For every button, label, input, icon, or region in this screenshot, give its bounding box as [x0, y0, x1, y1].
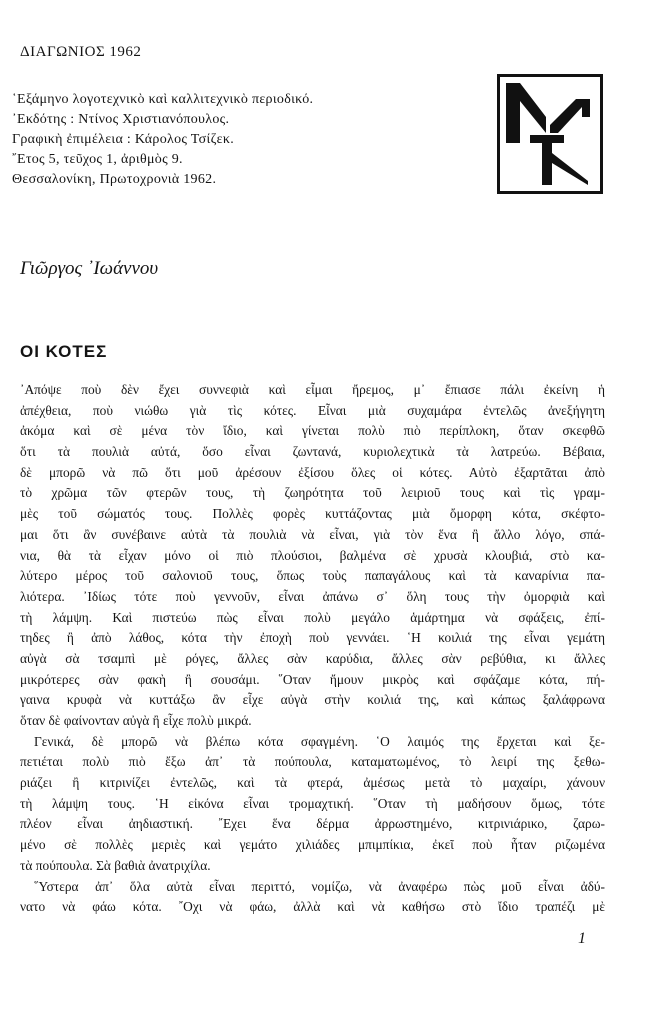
text-line: αὐγὰ σὰ τσαμπὶ μὲ ρόγες, ἄλλες σὰν καρύδια, ἄλλες σὰν ρεβύθια, κι ἄλλες: [20, 650, 605, 666]
text-line: ᾿Απόψε ποὺ δὲν ἔχει συννεφιὰ καὶ εἶμαι ἤρεμος, μ᾿ ἔπιασε πάλι ἐκείνη ἡ: [20, 382, 605, 397]
text-line: τὴ λάμψη. Καὶ πιστεύω πὼς εἶναι πολὺ μεγάλο ἁμάρτημα νὰ σφάξεις, ἐπί-: [20, 609, 605, 625]
colophon-line: Θεσσαλονίκη, Πρωτοχρονιὰ 1962.: [12, 172, 217, 187]
article-title: ΟΙ ΚΟΤΕΣ: [20, 342, 108, 361]
text-line: τηδες ἢ ἀπὸ λάθος, κότα τὴν ἐποχὴ ποὺ γεννάει. ῾Η κοιλιά της εἶναι γεμάτη: [20, 630, 605, 646]
text-line: νια, θὰ τὰ εἶχαν μόνο οἱ πιὸ πλούσιοι, βαλμένα σὲ χρυσὰ κλουβιά, στὸ κα-: [20, 547, 605, 563]
text-line: δὲ μπορῶ νὰ πῶ ὅτι μοῦ ἀρέσουν ἐξίσου ὅλες οἱ κότες. Αὐτὸ ἐξαρτᾶται ἀπὸ: [20, 464, 605, 480]
journal-title: ΔΙΑΓΩΝΙΟΣ 1962: [20, 44, 142, 60]
text-line: μὲς τοῦ σώματός τους. Πολλὲς φορὲς κυττάζοντας μιὰ ὄμορφη κότα, σκέφτο-: [20, 506, 605, 522]
text-line: μικρότερες σὰν φακὴ ἢ σουσάμι. ῞Οταν ἤμουν μικρὸς καὶ σφάζαμε κότα, πή-: [20, 671, 605, 687]
colophon-line: Γραφικὴ ἐπιμέλεια : Κάρολος Τσίζεκ.: [12, 132, 235, 147]
author-name: Γιῶργος ᾿Ιωάννου: [20, 258, 159, 279]
text-line: πετιέται πολὺ πιὸ ἔξω ἀπ᾿ τὰ πούπουλα, καταματωμένος, τὸ λειρί της ξεθω-: [20, 754, 605, 770]
colophon: [12, 90, 313, 190]
colophon-line: ῾Εξάμηνο λογοτεχνικὸ καὶ καλλιτεχνικὸ περιοδικό.: [12, 92, 314, 107]
text-line: λύτερο μέρος τοῦ σαλονιοῦ τους, ὅπως τοὺς παπαγάλους καὶ τὰ καναρίνια πα-: [20, 568, 605, 584]
text-line: νατο νὰ φάω κότα. ῎Οχι νὰ φάω, ἀλλὰ καὶ νὰ καθήσω στὸ ἴδιο τραπέζι μὲ: [20, 899, 605, 915]
text-line: τὴ λάμψη τους. ῾Η εἰκόνα εἶναι τρομαχτική. ῞Οταν τὴ μαδήσουν ὅμως, τότε: [20, 795, 605, 811]
text-line: μαι ὅτι ἂν συνέβαινε αὐτὰ τὰ πουλιὰ νὰ εἶναι, γιὰ τὸν ἕνα ἢ ἄλλο λόγο, σπά-: [20, 526, 605, 542]
colophon-line: ῎Ετος 5, τεῦχος 1, ἀριθμὸς 9.: [12, 152, 183, 167]
text-line: τὸ χρῶμα τῶν φτερῶν τους, τὴ ζωηρότητα τοῦ λειριοῦ τους καὶ τὶς γραμ-: [20, 485, 605, 501]
text-line: ῞Υστερα ἀπ᾿ ὅλα αὐτὰ εἶναι περιττό, νομίζω, νὰ ἀναφέρω πὼς μοῦ εἶναι ἀδύ-: [34, 878, 605, 894]
text-line: ὅταν δὲ φαίνονταν αὐγὰ ἢ εἶχε πολὺ μικρά.: [20, 713, 252, 728]
text-line: λιότερα. ᾿Ιδίως τότε ποὺ γεννοῦν, εἶναι ἀπάνω σ᾿ ὅλη τους τὴν ὀμορφιὰ καὶ: [20, 588, 605, 604]
logo-mark-graphic: [500, 77, 600, 191]
text-line: πλέον εἶναι ἀηδιαστική. ῎Εχει ἕνα δέρμα ἀρρωστημένο, κιτρινιάρικο, ζαρω-: [20, 816, 605, 832]
text-line: Γενικά, δὲ μπορῶ νὰ βλέπω κότα σφαγμένη. ῾Ο λαιμός της ἔρχεται καὶ ξε-: [34, 733, 605, 749]
diagonios-logo-icon: [497, 74, 603, 194]
page-number: 1: [578, 930, 586, 947]
text-line: ἀπέχθεια, ποὺ νιώθω γιὰ τὶς κότες. Εἶναι μιὰ συχαμάρα ἐντελῶς ἀνεξήγητη: [20, 402, 605, 418]
text-line: ριάζει ἢ κιτρινίζει ἐντελῶς, καὶ τὰ φτερά, ἀμέσως μετὰ τὸ μαχαίρι, χάνουν: [20, 775, 605, 791]
text-line: ὅτι τὰ πουλιὰ αὐτά, ὅσο εἶναι ζωντανά, κυριολεχτικὰ τὰ λατρεύω. Βέβαια,: [20, 444, 605, 460]
text-line: γαινα κρυφὰ νὰ κυττάξω ἂν εἶχε αὐγὰ στὴν κοιλιά της, καὶ κάπως ξαλάφρωνα: [20, 692, 605, 708]
text-line: τὰ πούπουλα. Σὰ βαθιὰ ἀνατριχίλα.: [20, 857, 211, 873]
text-line: μένο σὲ πολλὲς μεριὲς καὶ γεμάτο χιλιάδες μπιμπίκια, ἐκεῖ ποὺ ἦταν ριζωμένα: [20, 837, 605, 853]
colophon-line: ᾿Εκδότης : Ντίνος Χριστιανόπουλος.: [12, 112, 230, 127]
article-body: [20, 380, 605, 918]
text-line: ἀκόμα καὶ σὲ μένα τὸν ἴδιο, καὶ γίνεται πολὺ πιὸ περίπλοκη, ὅταν σκεφθῶ: [20, 423, 605, 439]
